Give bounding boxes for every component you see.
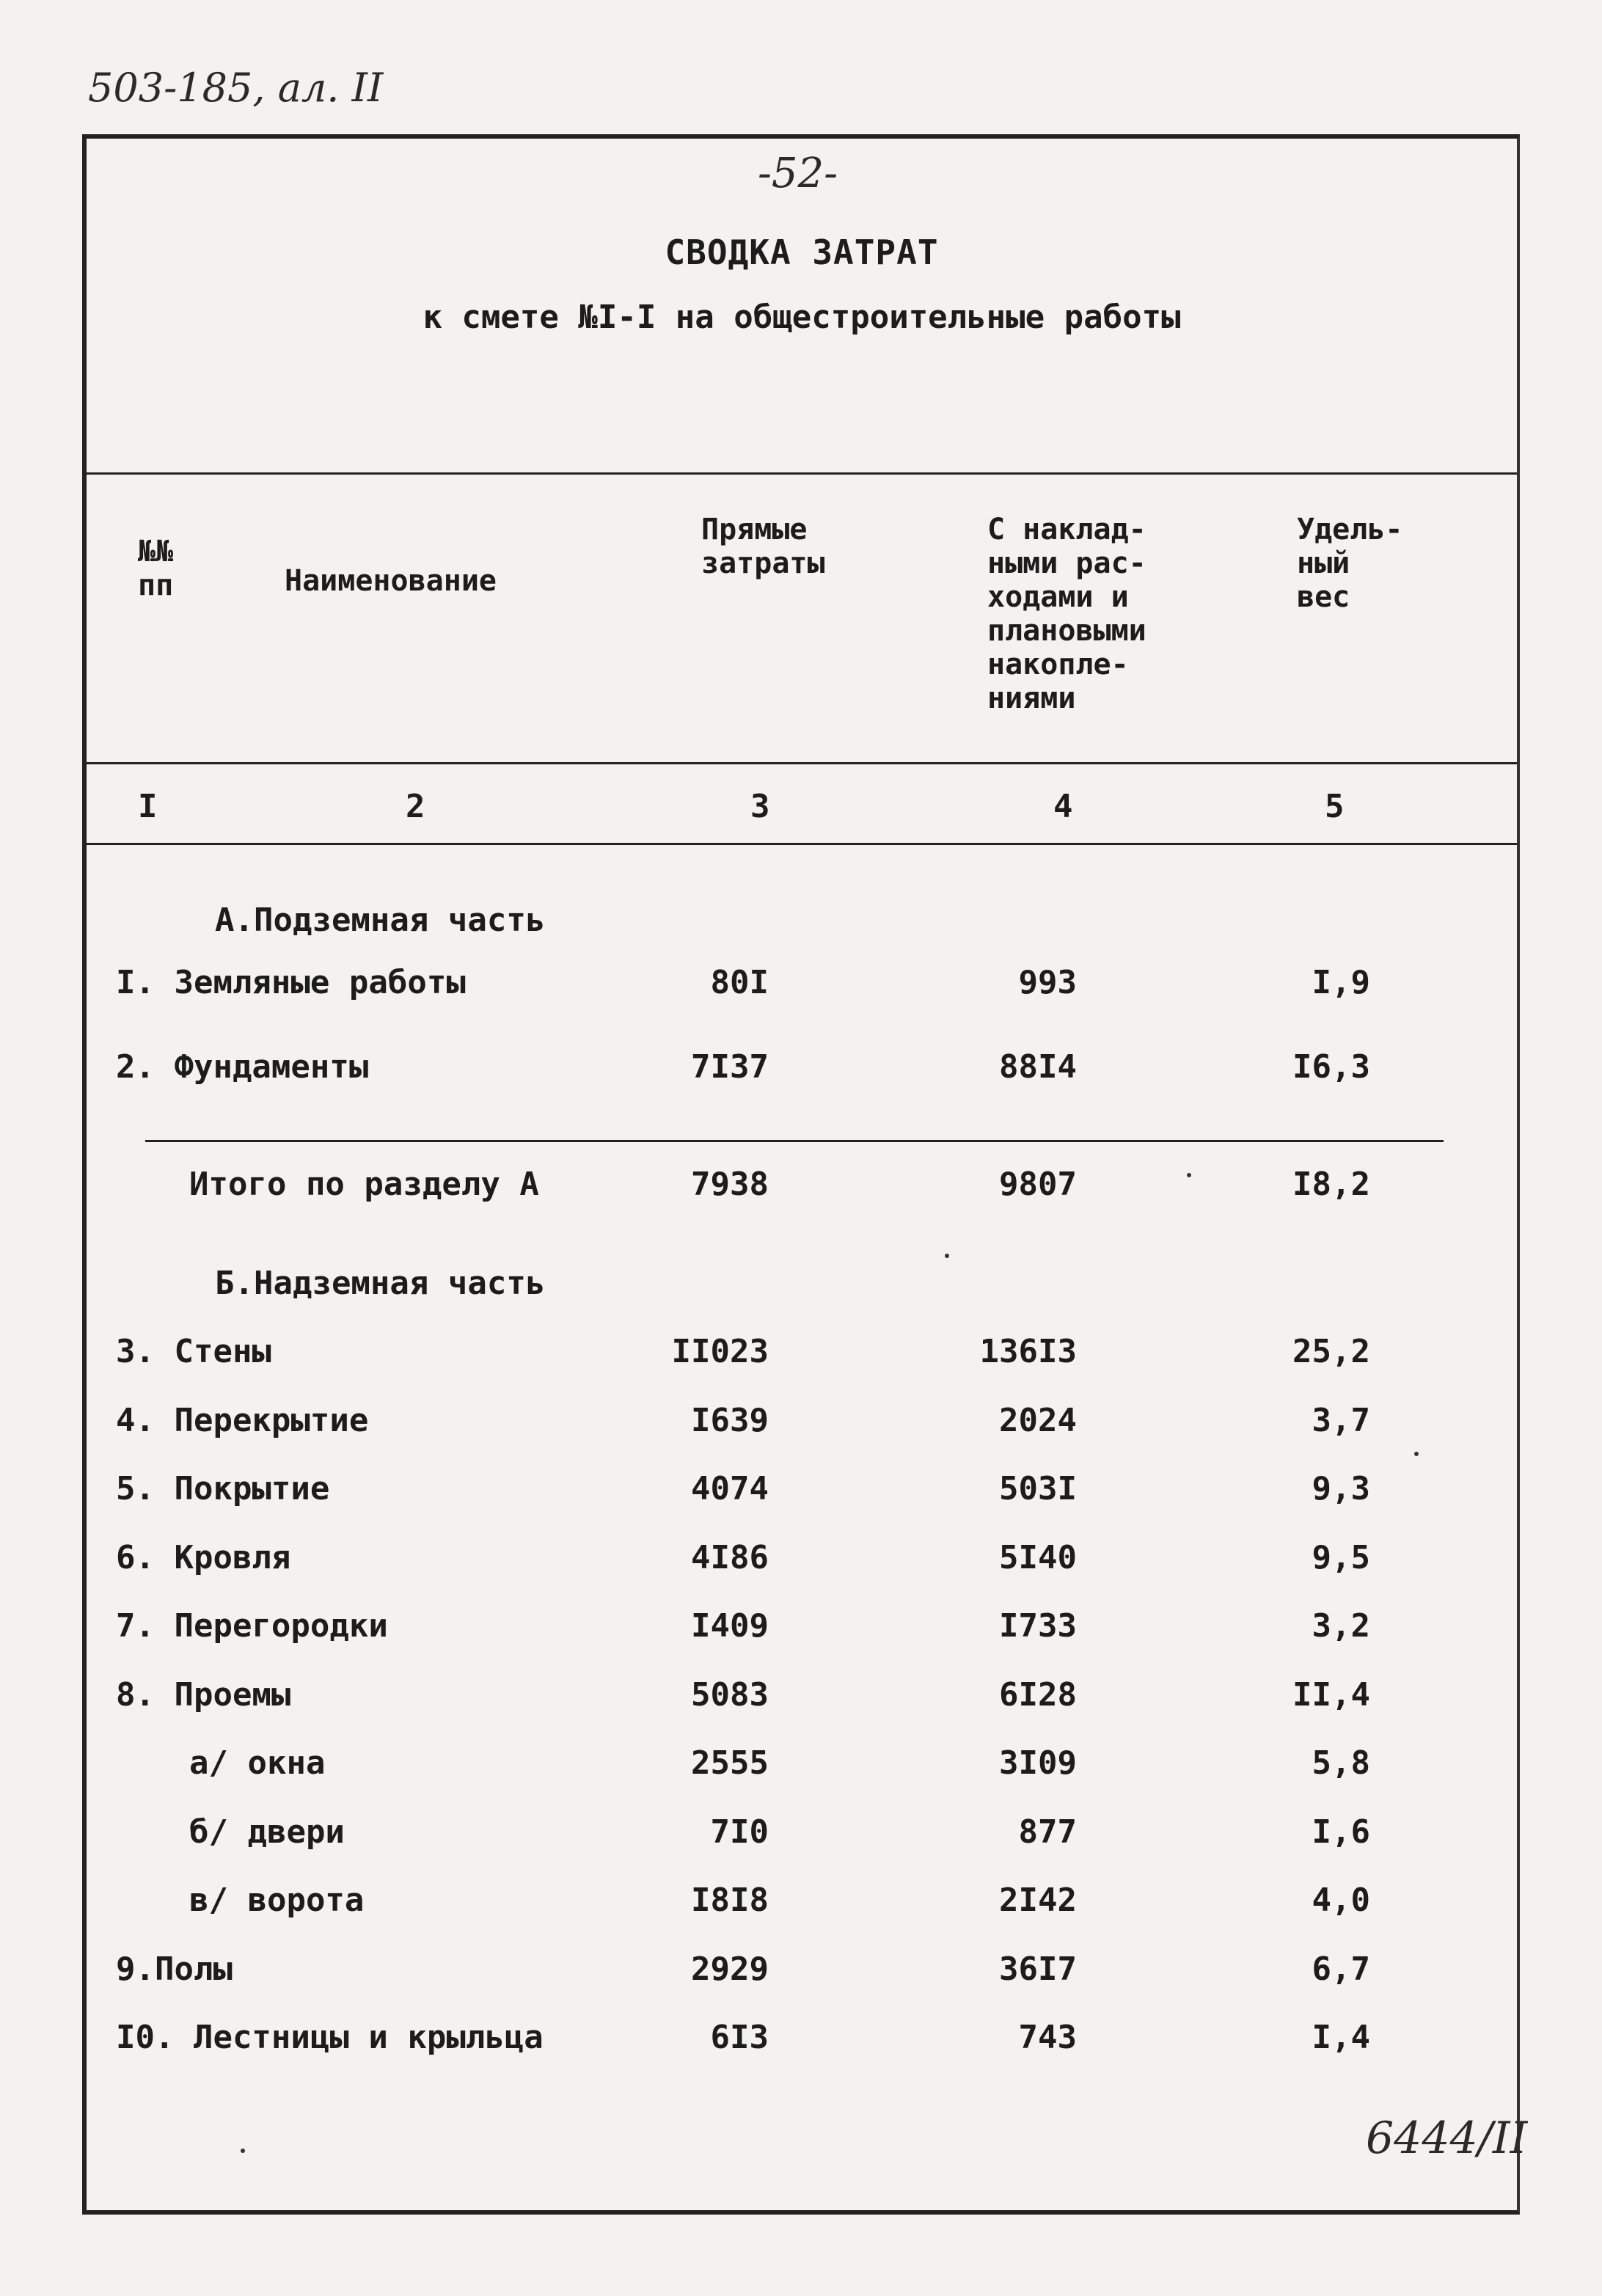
- subtotal-label: Итого по разделу А: [189, 1166, 539, 1203]
- row-overhead: 503I: [999, 1470, 1077, 1507]
- subtotal-row: [87, 1166, 1517, 1210]
- row-direct: 2929: [691, 1950, 769, 1988]
- column-number-5: 5: [1325, 788, 1345, 825]
- row-weight: I,6: [1312, 1813, 1370, 1851]
- row-overhead: 2024: [999, 1402, 1077, 1439]
- row-weight: II,4: [1292, 1676, 1370, 1714]
- row-overhead: 3I09: [999, 1744, 1077, 1782]
- row-overhead: 2I42: [999, 1882, 1077, 1919]
- speck: [945, 1254, 949, 1258]
- row-name: 9.Полы: [116, 1950, 233, 1988]
- row-name: 7. Перегородки: [116, 1607, 388, 1645]
- column-number-3: 3: [750, 788, 770, 825]
- subtotal-rule: [145, 1140, 1444, 1142]
- row-direct: 4074: [691, 1470, 769, 1507]
- row-direct: 80I: [710, 964, 769, 1001]
- table-row: [87, 1813, 1517, 1857]
- document-frame: [82, 134, 1520, 2215]
- row-weight: I,9: [1312, 964, 1370, 1001]
- table-top-rule: [87, 472, 1517, 475]
- table-row: [87, 1882, 1517, 1926]
- row-weight: I,4: [1312, 2019, 1370, 2056]
- table-row: [87, 2019, 1517, 2063]
- row-weight: I6,3: [1292, 1048, 1370, 1086]
- header-name: Наименование: [285, 564, 497, 598]
- section-a-title: А.Подземная часть: [215, 902, 546, 939]
- row-weight: 3,7: [1312, 1402, 1370, 1439]
- document-title: СВОДКА ЗАТРАТ: [665, 233, 939, 272]
- row-direct: I639: [691, 1402, 769, 1439]
- row-name: 8. Проемы: [116, 1676, 291, 1714]
- row-direct: I8I8: [691, 1882, 769, 1919]
- row-name: а/ окна: [189, 1744, 326, 1782]
- row-direct: 7I37: [691, 1048, 769, 1086]
- row-direct: 4I86: [691, 1539, 769, 1576]
- speck: [241, 2149, 245, 2153]
- row-direct: 5083: [691, 1676, 769, 1714]
- row-overhead: 993: [1018, 964, 1077, 1001]
- row-name: 4. Перекрытие: [116, 1402, 369, 1439]
- table-row: [87, 1539, 1517, 1583]
- subtotal-direct: 7938: [691, 1166, 769, 1203]
- header-with-overhead: С наклад- ными рас- ходами и плановыми накопле- ниями: [987, 513, 1146, 715]
- row-name: I0. Лестницы и крыльца: [116, 2019, 544, 2056]
- table-row: [87, 1402, 1517, 1446]
- header-direct-costs: Прямые затраты: [701, 513, 825, 580]
- row-name: 3. Стены: [116, 1333, 271, 1370]
- row-name: I. Земляные работы: [116, 964, 466, 1001]
- row-direct: II023: [671, 1333, 769, 1370]
- table-row: [87, 1607, 1517, 1651]
- table-row: [87, 964, 1517, 1008]
- row-overhead: 136I3: [979, 1333, 1077, 1370]
- header-bottom-rule: [87, 762, 1517, 764]
- header-specific-weight: Удель- ный вес: [1297, 513, 1403, 614]
- section-b-title: Б.Надземная часть: [215, 1265, 546, 1302]
- row-overhead: 6I28: [999, 1676, 1077, 1714]
- document-subtitle: к смете №I-I на общестроительные работы: [423, 299, 1181, 336]
- corner-handwritten-note: 503-185, ал. II: [88, 65, 384, 111]
- speck: [1414, 1452, 1419, 1456]
- row-name: б/ двери: [189, 1813, 345, 1851]
- row-weight: 9,3: [1312, 1470, 1370, 1507]
- row-weight: 5,8: [1312, 1744, 1370, 1782]
- row-overhead: 36I7: [999, 1950, 1077, 1988]
- column-number-4: 4: [1053, 788, 1073, 825]
- table-row: [87, 1676, 1517, 1720]
- row-direct: 6I3: [710, 2019, 769, 2056]
- row-weight: 4,0: [1312, 1882, 1370, 1919]
- table-row: [87, 1950, 1517, 1995]
- row-weight: 25,2: [1292, 1333, 1370, 1370]
- row-direct: 7I0: [710, 1813, 769, 1851]
- subtotal-weight: I8,2: [1292, 1166, 1370, 1203]
- row-name: 5. Покрытие: [116, 1470, 330, 1507]
- row-name: 2. Фундаменты: [116, 1048, 369, 1086]
- row-weight: 3,2: [1312, 1607, 1370, 1645]
- row-overhead: I733: [999, 1607, 1077, 1645]
- row-name: 6. Кровля: [116, 1539, 291, 1576]
- header-number: №№ пп: [138, 535, 174, 602]
- table-row: [87, 1333, 1517, 1377]
- row-weight: 9,5: [1312, 1539, 1370, 1576]
- row-overhead: 5I40: [999, 1539, 1077, 1576]
- row-direct: 2555: [691, 1744, 769, 1782]
- row-overhead: 743: [1018, 2019, 1077, 2056]
- page-number: -52-: [758, 150, 838, 197]
- speck: [1187, 1173, 1191, 1177]
- row-overhead: 877: [1018, 1813, 1077, 1851]
- table-row: [87, 1048, 1517, 1092]
- row-weight: 6,7: [1312, 1950, 1370, 1988]
- sheet-code: 6444/II: [1366, 2113, 1528, 2164]
- column-number-1: I: [138, 788, 158, 825]
- row-overhead: 88I4: [999, 1048, 1077, 1086]
- column-numbers-rule: [87, 843, 1517, 845]
- table-row: [87, 1744, 1517, 1788]
- row-name: в/ ворота: [189, 1882, 365, 1919]
- column-number-2: 2: [406, 788, 425, 825]
- subtotal-overhead: 9807: [999, 1166, 1077, 1203]
- table-row: [87, 1470, 1517, 1514]
- row-direct: I409: [691, 1607, 769, 1645]
